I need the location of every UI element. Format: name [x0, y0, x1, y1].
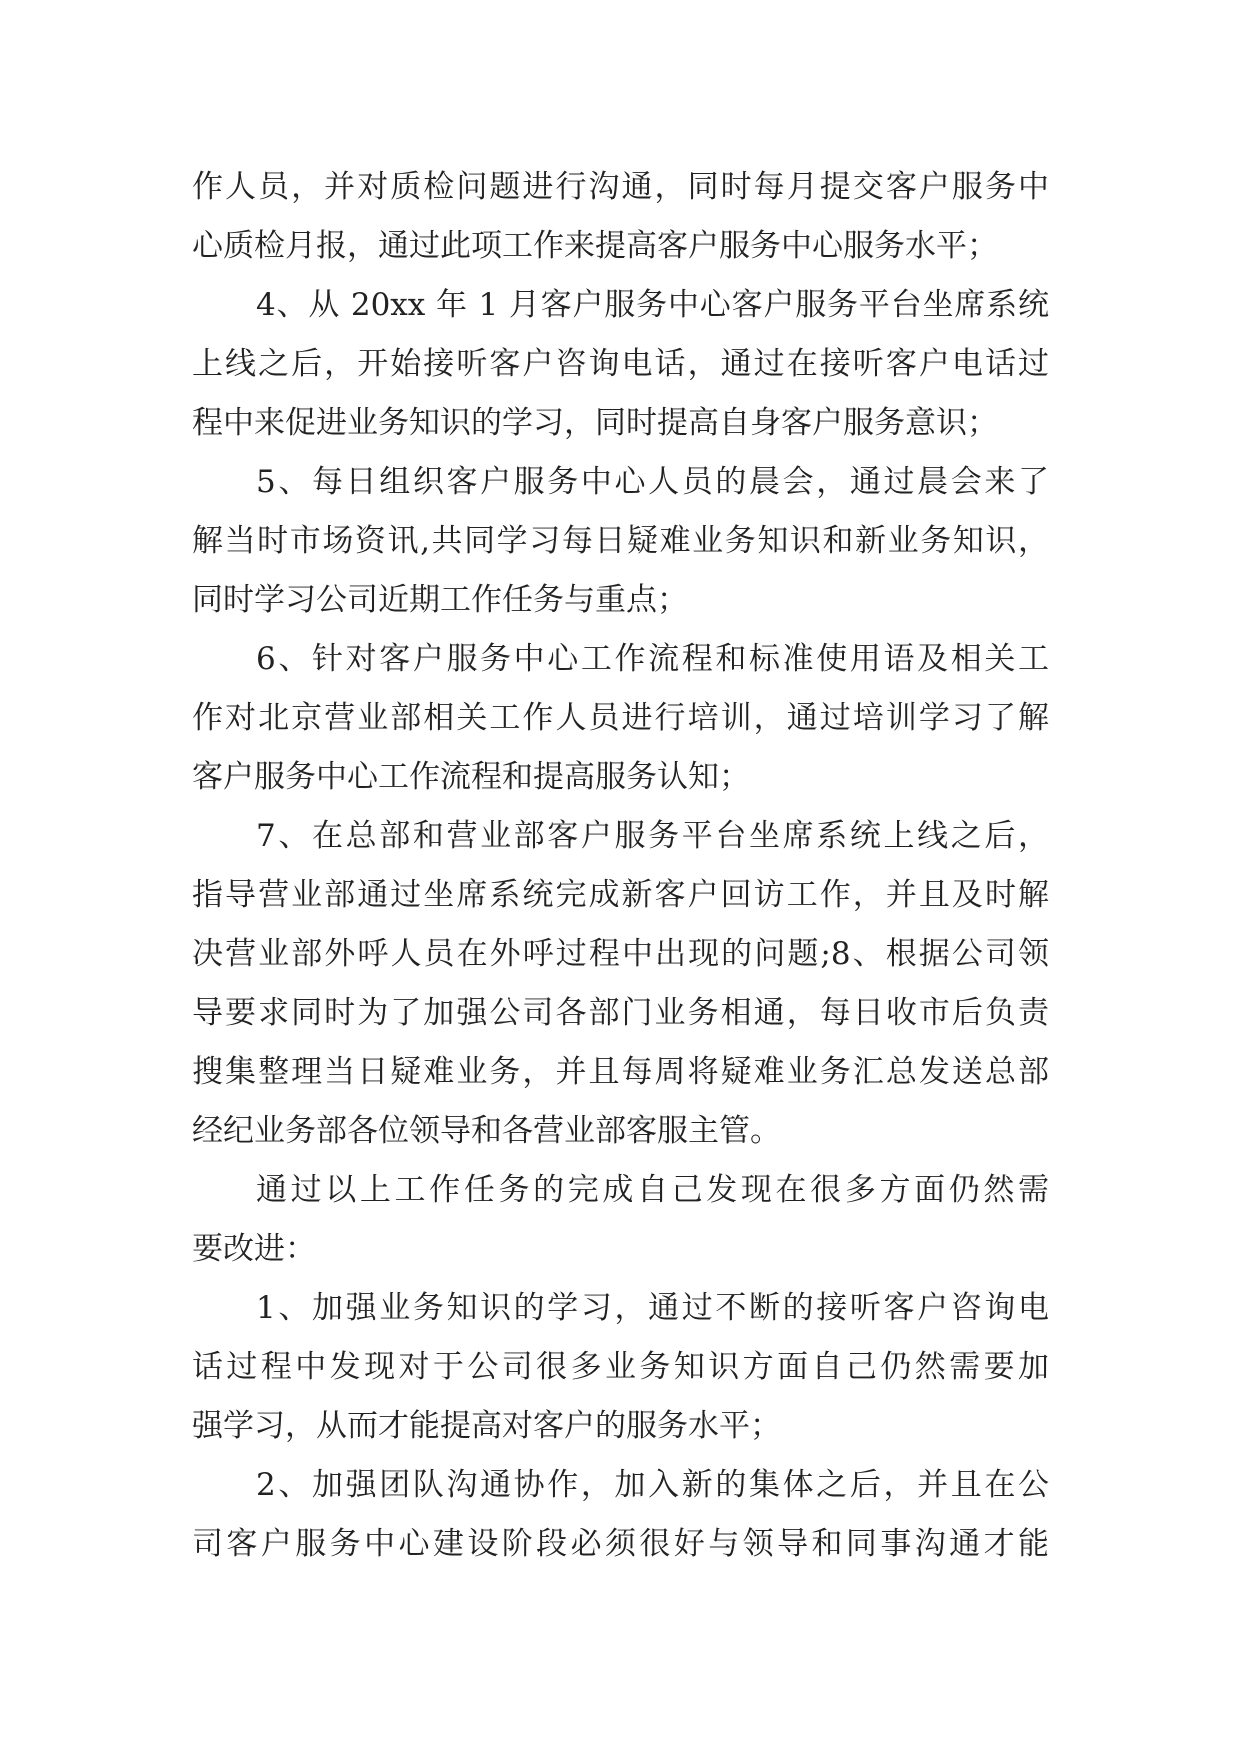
text-line: 7、在总部和营业部客户服务平台坐席系统上线之后， — [256, 818, 1049, 854]
paragraph — [192, 807, 1049, 1161]
paragraph — [192, 276, 1049, 453]
text-line: 2、加强团队沟通协作，加入新的集体之后，并且在公 — [256, 1467, 1049, 1503]
paragraph — [192, 1279, 1049, 1456]
paragraph — [192, 453, 1049, 630]
text-line: 心质检月报，通过此项工作来提高客户服务中心服务水平； — [192, 228, 998, 264]
text-line: 话过程中发现对于公司很多业务知识方面自己仍然需要加 — [192, 1349, 1049, 1385]
paragraph — [192, 1456, 1049, 1574]
text-line: 4、从 20xx 年 1 月客户服务中心客户服务平台坐席系统 — [256, 287, 1049, 323]
text-line: 指导营业部通过坐席系统完成新客户回访工作，并且及时解 — [192, 877, 1049, 913]
text-line: 程中来促进业务知识的学习，同时提高自身客户服务意识； — [192, 405, 998, 441]
document-body — [192, 158, 1049, 1574]
text-line: 决营业部外呼人员在外呼过程中出现的问题;8、根据公司领 — [192, 936, 1049, 972]
text-line: 搜集整理当日疑难业务，并且每周将疑难业务汇总发送总部 — [192, 1054, 1049, 1090]
text-line: 通过以上工作任务的完成自己发现在很多方面仍然需 — [256, 1172, 1049, 1208]
text-line: 同时学习公司近期工作任务与重点； — [192, 582, 688, 618]
text-line: 强学习，从而才能提高对客户的服务水平； — [192, 1408, 781, 1444]
text-line: 要改进： — [192, 1231, 316, 1267]
text-line: 导要求同时为了加强公司各部门业务相通，每日收市后负责 — [192, 995, 1049, 1031]
text-line: 经纪业务部各位领导和各营业部客服主管。 — [192, 1113, 781, 1149]
paragraph — [192, 630, 1049, 807]
text-line: 6、针对客户服务中心工作流程和标准使用语及相关工 — [256, 641, 1049, 677]
text-line: 司客户服务中心建设阶段必须很好与领导和同事沟通才能 — [192, 1526, 1049, 1562]
text-line: 解当时市场资讯,共同学习每日疑难业务知识和新业务知识， — [192, 523, 1049, 559]
text-line: 1、加强业务知识的学习，通过不断的接听客户咨询电 — [256, 1290, 1049, 1326]
text-line: 客户服务中心工作流程和提高服务认知； — [192, 759, 750, 795]
text-line: 作对北京营业部相关工作人员进行培训，通过培训学习了解 — [192, 700, 1049, 736]
text-line: 上线之后，开始接听客户咨询电话，通过在接听客户电话过 — [192, 346, 1049, 382]
paragraph — [192, 158, 1049, 276]
text-line: 5、每日组织客户服务中心人员的晨会，通过晨会来了 — [256, 464, 1049, 500]
text-line: 作人员，并对质检问题进行沟通，同时每月提交客户服务中 — [192, 169, 1049, 205]
paragraph — [192, 1161, 1049, 1279]
